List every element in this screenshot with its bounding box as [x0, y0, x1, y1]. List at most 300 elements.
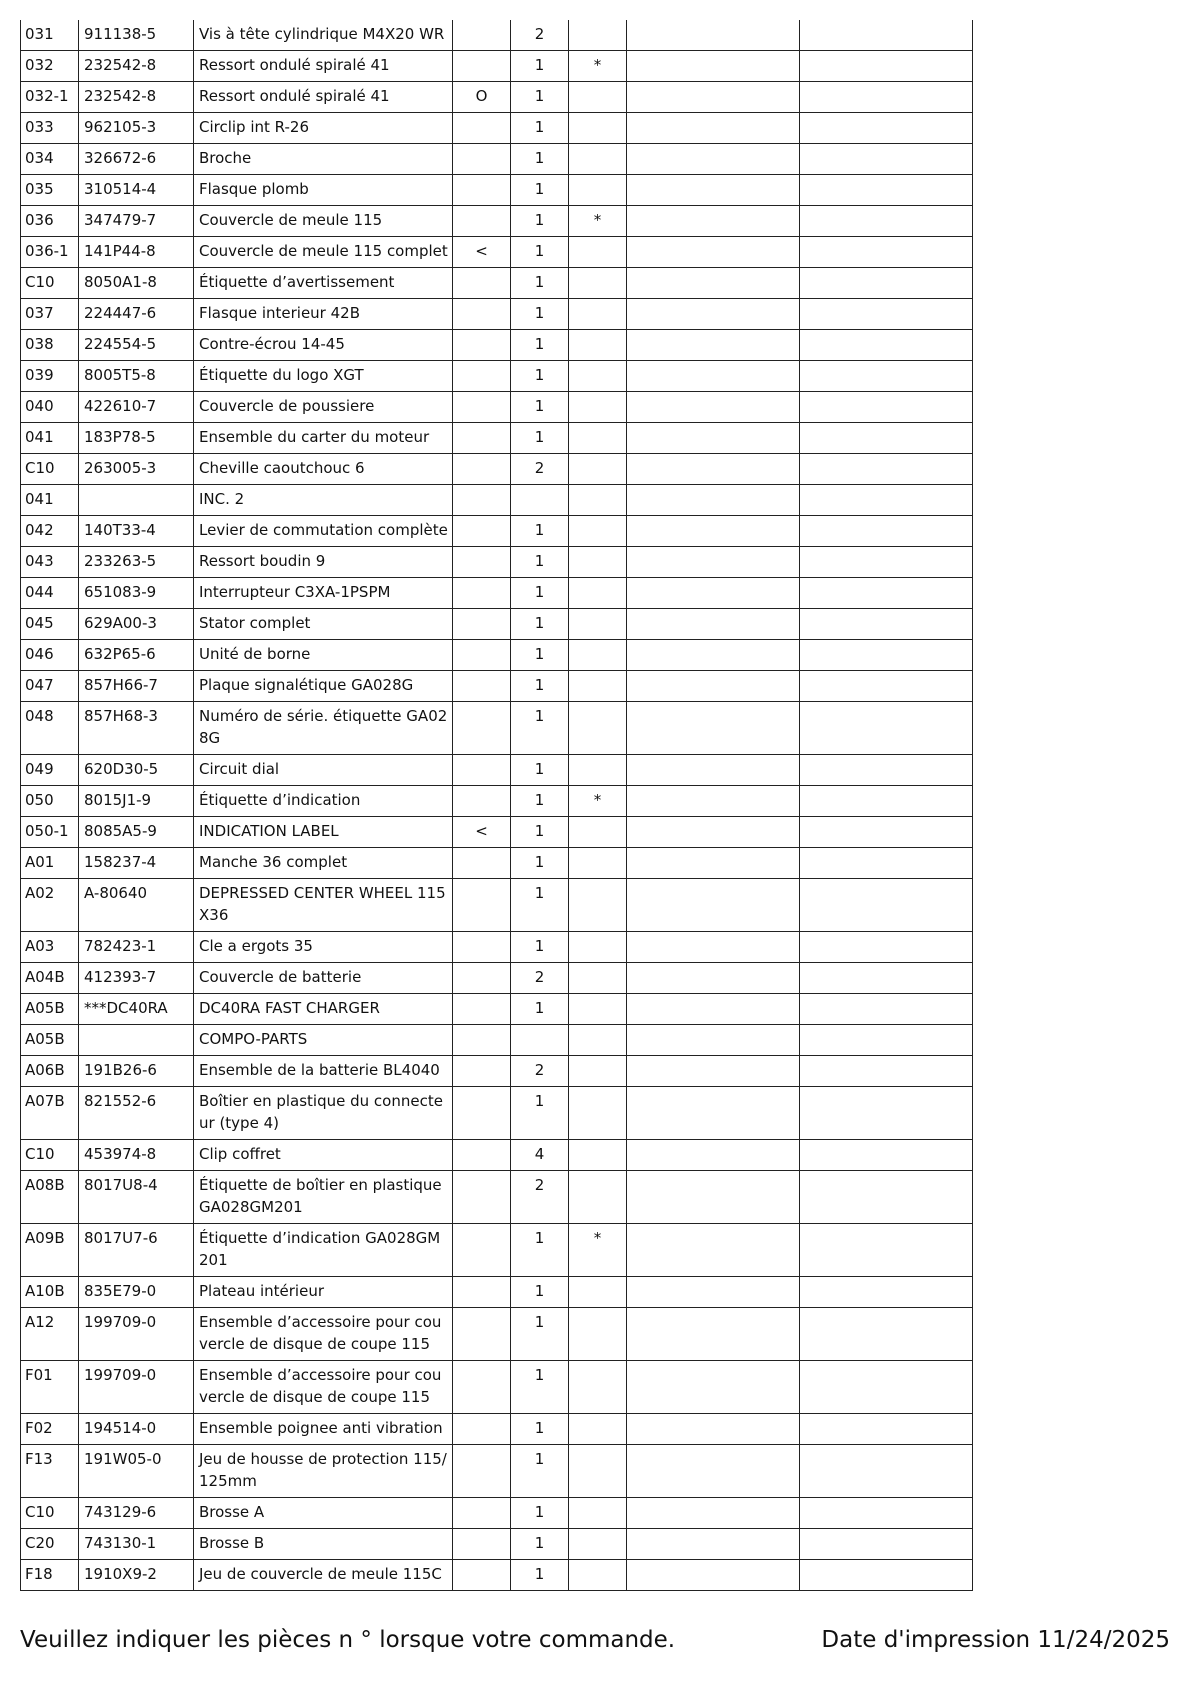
table-row: [21, 702, 973, 755]
part-quantity-cell: 1: [511, 516, 569, 547]
part-code-cell: 422610-7: [79, 392, 194, 423]
part-marker-cell: [453, 1140, 511, 1171]
part-number-cell: 050-1: [21, 817, 79, 848]
table-row: [21, 206, 973, 237]
part-marker-cell: [453, 330, 511, 361]
part-quantity-cell: 1: [511, 755, 569, 786]
table-row: [21, 454, 973, 485]
part-note-cell: [569, 237, 627, 268]
part-number-cell: 043: [21, 547, 79, 578]
part-marker-cell: [453, 640, 511, 671]
part-number-cell: F13: [21, 1445, 79, 1498]
part-code-cell: [79, 485, 194, 516]
part-quantity-cell: 1: [511, 144, 569, 175]
blank-cell: [800, 299, 973, 330]
part-code-cell: 8050A1-8: [79, 268, 194, 299]
part-note-cell: [569, 1171, 627, 1224]
part-description-cell: Circuit dial: [194, 755, 453, 786]
blank-cell: [627, 20, 800, 51]
part-code-cell: A-80640: [79, 879, 194, 932]
part-code-cell: 743129-6: [79, 1498, 194, 1529]
part-quantity-cell: 1: [511, 237, 569, 268]
blank-cell: [627, 485, 800, 516]
blank-cell: [800, 817, 973, 848]
part-marker-cell: [453, 113, 511, 144]
blank-cell: [627, 237, 800, 268]
blank-cell: [800, 82, 973, 113]
part-code-cell: 8017U8-4: [79, 1171, 194, 1224]
part-marker-cell: [453, 1414, 511, 1445]
part-note-cell: [569, 932, 627, 963]
part-description-cell: Cheville caoutchouc 6: [194, 454, 453, 485]
part-number-cell: F01: [21, 1361, 79, 1414]
part-note-cell: [569, 755, 627, 786]
table-row: [21, 786, 973, 817]
part-description-cell: Étiquette d’indication GA028GM201: [194, 1224, 453, 1277]
part-marker-cell: [453, 609, 511, 640]
part-code-cell: 632P65-6: [79, 640, 194, 671]
part-quantity-cell: 1: [511, 1498, 569, 1529]
blank-cell: [800, 963, 973, 994]
part-marker-cell: [453, 1308, 511, 1361]
part-code-cell: 224554-5: [79, 330, 194, 361]
blank-cell: [800, 330, 973, 361]
part-code-cell: 453974-8: [79, 1140, 194, 1171]
part-marker-cell: [453, 547, 511, 578]
table-row: [21, 1445, 973, 1498]
table-row: [21, 848, 973, 879]
part-number-cell: 046: [21, 640, 79, 671]
part-note-cell: [569, 547, 627, 578]
table-row: [21, 485, 973, 516]
blank-cell: [800, 1560, 973, 1591]
part-code-cell: 326672-6: [79, 144, 194, 175]
part-description-cell: Ressort ondulé spiralé 41: [194, 82, 453, 113]
part-quantity-cell: 1: [511, 702, 569, 755]
table-row: [21, 1361, 973, 1414]
part-code-cell: 1910X9-2: [79, 1560, 194, 1591]
part-number-cell: 035: [21, 175, 79, 206]
blank-cell: [800, 113, 973, 144]
part-number-cell: A02: [21, 879, 79, 932]
part-description-cell: Interrupteur C3XA-1PSPM: [194, 578, 453, 609]
blank-cell: [627, 330, 800, 361]
part-marker-cell: [453, 206, 511, 237]
part-marker-cell: [453, 879, 511, 932]
part-code-cell: 8015J1-9: [79, 786, 194, 817]
part-quantity-cell: 4: [511, 1140, 569, 1171]
table-row: [21, 1087, 973, 1140]
blank-cell: [627, 361, 800, 392]
part-quantity-cell: 1: [511, 1308, 569, 1361]
table-row: [21, 817, 973, 848]
part-quantity-cell: 1: [511, 932, 569, 963]
table-row: [21, 1308, 973, 1361]
table-row: [21, 175, 973, 206]
part-description-cell: Couvercle de batterie: [194, 963, 453, 994]
part-quantity-cell: 2: [511, 454, 569, 485]
part-note-cell: [569, 20, 627, 51]
part-note-cell: [569, 1560, 627, 1591]
blank-cell: [800, 1445, 973, 1498]
blank-cell: [627, 144, 800, 175]
table-row: [21, 1056, 973, 1087]
table-row: [21, 963, 973, 994]
part-number-cell: F18: [21, 1560, 79, 1591]
blank-cell: [627, 175, 800, 206]
table-row: [21, 755, 973, 786]
blank-cell: [800, 702, 973, 755]
part-code-cell: 743130-1: [79, 1529, 194, 1560]
part-quantity-cell: 1: [511, 848, 569, 879]
part-number-cell: A06B: [21, 1056, 79, 1087]
part-note-cell: [569, 144, 627, 175]
part-marker-cell: [453, 485, 511, 516]
table-row: [21, 20, 973, 51]
part-number-cell: F02: [21, 1414, 79, 1445]
part-note-cell: [569, 82, 627, 113]
part-quantity-cell: 1: [511, 206, 569, 237]
part-note-cell: [569, 1140, 627, 1171]
part-number-cell: 038: [21, 330, 79, 361]
table-row: [21, 1140, 973, 1171]
part-code-cell: 199709-0: [79, 1308, 194, 1361]
part-marker-cell: [453, 1445, 511, 1498]
part-number-cell: 044: [21, 578, 79, 609]
blank-cell: [800, 1529, 973, 1560]
part-marker-cell: <: [453, 817, 511, 848]
part-note-cell: [569, 423, 627, 454]
part-note-cell: *: [569, 51, 627, 82]
part-note-cell: [569, 516, 627, 547]
part-marker-cell: [453, 144, 511, 175]
blank-cell: [800, 454, 973, 485]
part-number-cell: 045: [21, 609, 79, 640]
blank-cell: [800, 932, 973, 963]
blank-cell: [800, 237, 973, 268]
part-number-cell: 036-1: [21, 237, 79, 268]
table-row: [21, 932, 973, 963]
blank-cell: [800, 879, 973, 932]
blank-cell: [627, 640, 800, 671]
part-quantity-cell: 2: [511, 1056, 569, 1087]
blank-cell: [800, 1308, 973, 1361]
part-quantity-cell: 1: [511, 1277, 569, 1308]
part-note-cell: [569, 1498, 627, 1529]
blank-cell: [627, 1414, 800, 1445]
part-marker-cell: [453, 423, 511, 454]
blank-cell: [627, 1056, 800, 1087]
part-quantity-cell: 1: [511, 268, 569, 299]
part-quantity-cell: 1: [511, 671, 569, 702]
part-number-cell: 041: [21, 423, 79, 454]
blank-cell: [800, 786, 973, 817]
part-code-cell: 8017U7-6: [79, 1224, 194, 1277]
part-marker-cell: [453, 1171, 511, 1224]
part-number-cell: 048: [21, 702, 79, 755]
blank-cell: [627, 994, 800, 1025]
part-quantity-cell: 1: [511, 392, 569, 423]
part-note-cell: *: [569, 1224, 627, 1277]
parts-table-body: [21, 20, 973, 1591]
part-note-cell: [569, 1361, 627, 1414]
part-description-cell: Jeu de housse de protection 115/125mm: [194, 1445, 453, 1498]
part-code-cell: 857H66-7: [79, 671, 194, 702]
part-code-cell: 199709-0: [79, 1361, 194, 1414]
part-code-cell: 857H68-3: [79, 702, 194, 755]
part-description-cell: Plateau intérieur: [194, 1277, 453, 1308]
part-quantity-cell: 2: [511, 20, 569, 51]
blank-cell: [800, 361, 973, 392]
part-quantity-cell: 1: [511, 423, 569, 454]
part-description-cell: Brosse A: [194, 1498, 453, 1529]
part-number-cell: 032: [21, 51, 79, 82]
part-description-cell: Circlip int R-26: [194, 113, 453, 144]
part-description-cell: Broche: [194, 144, 453, 175]
part-number-cell: 049: [21, 755, 79, 786]
part-number-cell: 033: [21, 113, 79, 144]
part-note-cell: [569, 848, 627, 879]
part-quantity-cell: 1: [511, 330, 569, 361]
blank-cell: [627, 609, 800, 640]
order-instruction: Veuillez indiquer les pièces n ° lorsque votre commande.: [20, 1627, 676, 1653]
blank-cell: [627, 268, 800, 299]
part-number-cell: C10: [21, 1140, 79, 1171]
part-code-cell: 310514-4: [79, 175, 194, 206]
part-code-cell: 347479-7: [79, 206, 194, 237]
part-number-cell: 040: [21, 392, 79, 423]
table-row: [21, 268, 973, 299]
part-description-cell: Ensemble poignee anti vibration: [194, 1414, 453, 1445]
part-note-cell: [569, 1277, 627, 1308]
table-row: [21, 361, 973, 392]
part-note-cell: [569, 609, 627, 640]
part-code-cell: 629A00-3: [79, 609, 194, 640]
part-quantity-cell: [511, 1025, 569, 1056]
part-number-cell: A05B: [21, 994, 79, 1025]
part-quantity-cell: 1: [511, 1224, 569, 1277]
part-marker-cell: <: [453, 237, 511, 268]
table-row: [21, 299, 973, 330]
part-number-cell: 047: [21, 671, 79, 702]
part-description-cell: Clip coffret: [194, 1140, 453, 1171]
blank-cell: [627, 1498, 800, 1529]
blank-cell: [627, 392, 800, 423]
blank-cell: [627, 454, 800, 485]
part-code-cell: 232542-8: [79, 51, 194, 82]
part-description-cell: INC. 2: [194, 485, 453, 516]
blank-cell: [800, 1056, 973, 1087]
part-code-cell: 233263-5: [79, 547, 194, 578]
part-marker-cell: [453, 175, 511, 206]
blank-cell: [627, 1361, 800, 1414]
part-marker-cell: [453, 392, 511, 423]
part-code-cell: 141P44-8: [79, 237, 194, 268]
part-note-cell: [569, 361, 627, 392]
part-number-cell: 042: [21, 516, 79, 547]
part-number-cell: A12: [21, 1308, 79, 1361]
part-code-cell: 651083-9: [79, 578, 194, 609]
part-marker-cell: [453, 848, 511, 879]
blank-cell: [627, 932, 800, 963]
part-code-cell: 158237-4: [79, 848, 194, 879]
blank-cell: [800, 671, 973, 702]
part-marker-cell: [453, 786, 511, 817]
blank-cell: [800, 640, 973, 671]
part-number-cell: C10: [21, 454, 79, 485]
part-description-cell: Boîtier en plastique du connecteur (type 4): [194, 1087, 453, 1140]
part-note-cell: [569, 330, 627, 361]
part-quantity-cell: 1: [511, 578, 569, 609]
table-row: [21, 671, 973, 702]
part-description-cell: Étiquette d’indication: [194, 786, 453, 817]
blank-cell: [800, 1025, 973, 1056]
blank-cell: [800, 1498, 973, 1529]
part-description-cell: Flasque plomb: [194, 175, 453, 206]
blank-cell: [627, 1445, 800, 1498]
part-marker-cell: [453, 994, 511, 1025]
part-code-cell: 224447-6: [79, 299, 194, 330]
blank-cell: [627, 1171, 800, 1224]
part-note-cell: [569, 175, 627, 206]
part-code-cell: 191B26-6: [79, 1056, 194, 1087]
part-quantity-cell: 1: [511, 113, 569, 144]
part-marker-cell: [453, 516, 511, 547]
blank-cell: [627, 1224, 800, 1277]
part-number-cell: 032-1: [21, 82, 79, 113]
part-note-cell: [569, 1308, 627, 1361]
blank-cell: [800, 1414, 973, 1445]
blank-cell: [800, 1277, 973, 1308]
part-marker-cell: O: [453, 82, 511, 113]
part-quantity-cell: 1: [511, 879, 569, 932]
blank-cell: [800, 268, 973, 299]
part-note-cell: [569, 702, 627, 755]
part-marker-cell: [453, 20, 511, 51]
table-row: [21, 578, 973, 609]
part-note-cell: [569, 1087, 627, 1140]
part-number-cell: 041: [21, 485, 79, 516]
part-note-cell: [569, 1025, 627, 1056]
part-quantity-cell: 1: [511, 609, 569, 640]
blank-cell: [627, 51, 800, 82]
part-description-cell: Cle a ergots 35: [194, 932, 453, 963]
part-description-cell: Étiquette d’avertissement: [194, 268, 453, 299]
part-marker-cell: [453, 1529, 511, 1560]
blank-cell: [800, 144, 973, 175]
part-code-cell: 140T33-4: [79, 516, 194, 547]
part-description-cell: Jeu de couvercle de meule 115C: [194, 1560, 453, 1591]
part-description-cell: Étiquette du logo XGT: [194, 361, 453, 392]
blank-cell: [627, 817, 800, 848]
blank-cell: [627, 578, 800, 609]
part-code-cell: 232542-8: [79, 82, 194, 113]
part-quantity-cell: 1: [511, 547, 569, 578]
part-marker-cell: [453, 755, 511, 786]
part-description-cell: DEPRESSED CENTER WHEEL 115X36: [194, 879, 453, 932]
blank-cell: [627, 1140, 800, 1171]
part-description-cell: DC40RA FAST CHARGER: [194, 994, 453, 1025]
part-code-cell: 962105-3: [79, 113, 194, 144]
part-quantity-cell: 1: [511, 175, 569, 206]
part-marker-cell: [453, 1025, 511, 1056]
part-description-cell: Stator complet: [194, 609, 453, 640]
table-row: [21, 1529, 973, 1560]
part-marker-cell: [453, 1277, 511, 1308]
blank-cell: [800, 1224, 973, 1277]
table-row: [21, 640, 973, 671]
table-row: [21, 879, 973, 932]
part-marker-cell: [453, 963, 511, 994]
blank-cell: [627, 516, 800, 547]
part-marker-cell: [453, 578, 511, 609]
part-number-cell: C10: [21, 268, 79, 299]
blank-cell: [800, 755, 973, 786]
blank-cell: [627, 423, 800, 454]
blank-cell: [627, 299, 800, 330]
blank-cell: [627, 547, 800, 578]
blank-cell: [800, 1087, 973, 1140]
part-number-cell: A03: [21, 932, 79, 963]
part-code-cell: 191W05-0: [79, 1445, 194, 1498]
part-description-cell: Couvercle de meule 115: [194, 206, 453, 237]
part-quantity-cell: 1: [511, 1529, 569, 1560]
part-description-cell: Manche 36 complet: [194, 848, 453, 879]
part-number-cell: 034: [21, 144, 79, 175]
part-description-cell: Ensemble de la batterie BL4040: [194, 1056, 453, 1087]
table-row: [21, 1224, 973, 1277]
blank-cell: [800, 175, 973, 206]
part-note-cell: [569, 485, 627, 516]
blank-cell: [627, 879, 800, 932]
part-note-cell: [569, 817, 627, 848]
part-note-cell: [569, 1414, 627, 1445]
part-quantity-cell: 1: [511, 640, 569, 671]
part-quantity-cell: 1: [511, 361, 569, 392]
part-description-cell: Brosse B: [194, 1529, 453, 1560]
part-description-cell: Étiquette de boîtier en plastique GA028GM201: [194, 1171, 453, 1224]
part-marker-cell: [453, 1361, 511, 1414]
part-description-cell: Numéro de série. étiquette GA028G: [194, 702, 453, 755]
part-quantity-cell: 2: [511, 963, 569, 994]
part-note-cell: [569, 879, 627, 932]
part-number-cell: A07B: [21, 1087, 79, 1140]
blank-cell: [627, 1025, 800, 1056]
table-row: [21, 516, 973, 547]
blank-cell: [800, 848, 973, 879]
blank-cell: [800, 1140, 973, 1171]
blank-cell: [800, 20, 973, 51]
blank-cell: [627, 1277, 800, 1308]
part-marker-cell: [453, 454, 511, 485]
part-description-cell: INDICATION LABEL: [194, 817, 453, 848]
part-number-cell: A01: [21, 848, 79, 879]
part-note-cell: [569, 1529, 627, 1560]
part-note-cell: [569, 994, 627, 1025]
part-quantity-cell: 1: [511, 1414, 569, 1445]
blank-cell: [627, 1087, 800, 1140]
part-marker-cell: [453, 1498, 511, 1529]
table-row: [21, 82, 973, 113]
part-code-cell: 911138-5: [79, 20, 194, 51]
part-quantity-cell: 1: [511, 51, 569, 82]
table-row: [21, 423, 973, 454]
blank-cell: [627, 786, 800, 817]
part-number-cell: A09B: [21, 1224, 79, 1277]
part-marker-cell: [453, 51, 511, 82]
part-marker-cell: [453, 361, 511, 392]
blank-cell: [627, 1560, 800, 1591]
